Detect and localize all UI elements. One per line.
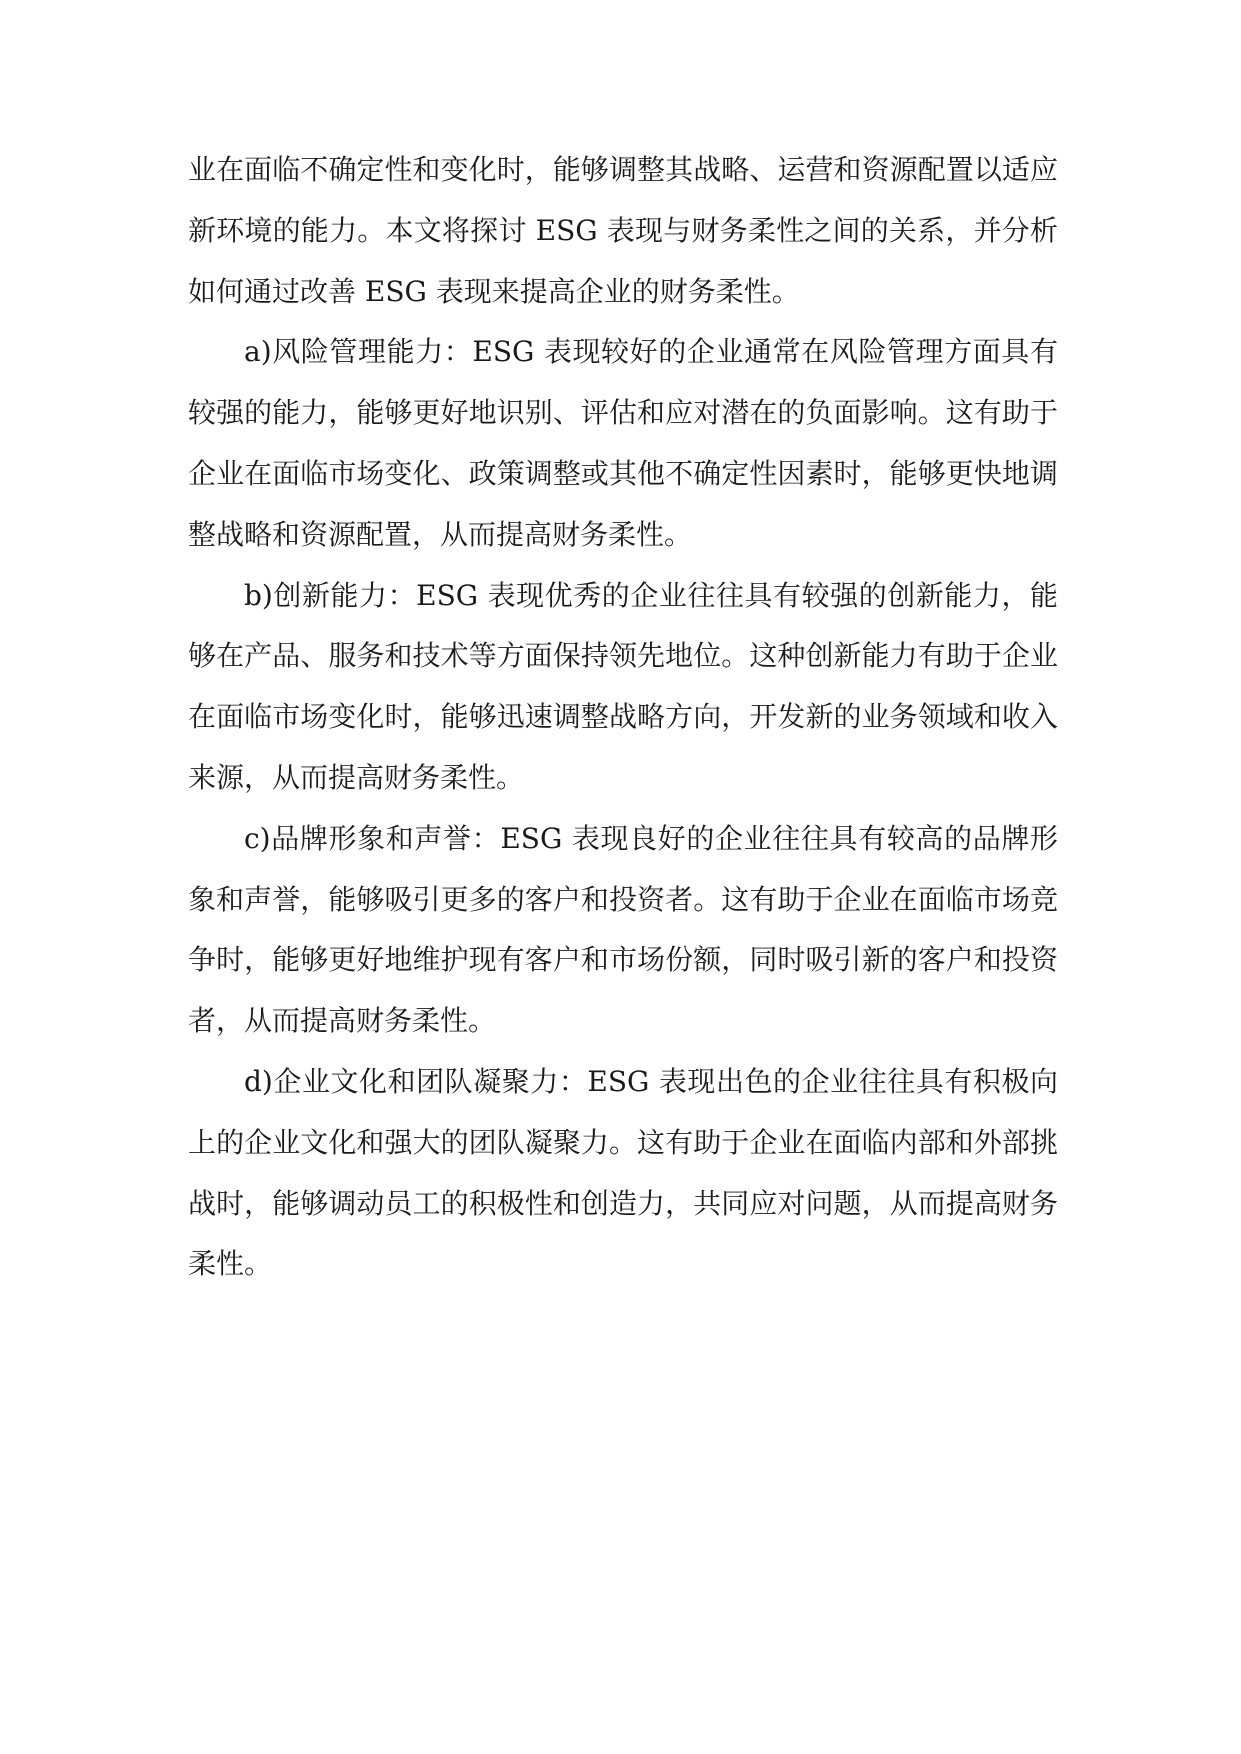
paragraph-brand-reputation: c)品牌形象和声誉：ESG 表现良好的企业往往具有较高的品牌形象和声誉，能够吸引更多的客户和投资者。这有助于企业在面临市场竞争时，能够更好地维护现有客户和市场份额，同时吸引新的客户和投资者，从而提高财务柔性。	[188, 821, 1058, 1038]
paragraph-culture-cohesion: d)企业文化和团队凝聚力：ESG 表现出色的企业往往具有积极向上的企业文化和强大的团队凝聚力。这有助于企业在面临内部和外部挑战时，能够调动员工的积极性和创造力，共同应对问题，从而提高财务柔性。	[188, 1064, 1058, 1281]
body-text	[188, 140, 1058, 1295]
paragraph-innovation: b)创新能力：ESG 表现优秀的企业往往具有较强的创新能力，能够在产品、服务和技术等方面保持领先地位。这种创新能力有助于企业在面临市场变化时，能够迅速调整战略方向，开发新的业务领域和收入来源，从而提高财务柔性。	[188, 578, 1058, 794]
paragraph-risk-management: a)风险管理能力：ESG 表现较好的企业通常在风险管理方面具有较强的能力，能够更好地识别、评估和应对潜在的负面影响。这有助于企业在面临市场变化、政策调整或其他不确定性因素时，能够更快地调整战略和资源配置，从而提高财务柔性。	[188, 335, 1058, 551]
paragraph-intro-continuation: 业在面临不确定性和变化时，能够调整其战略、运营和资源配置以适应新环境的能力。本文将探讨 ESG 表现与财务柔性之间的关系，并分析如何通过改善 ESG 表现来提高企业的财务柔性。	[188, 153, 1058, 308]
